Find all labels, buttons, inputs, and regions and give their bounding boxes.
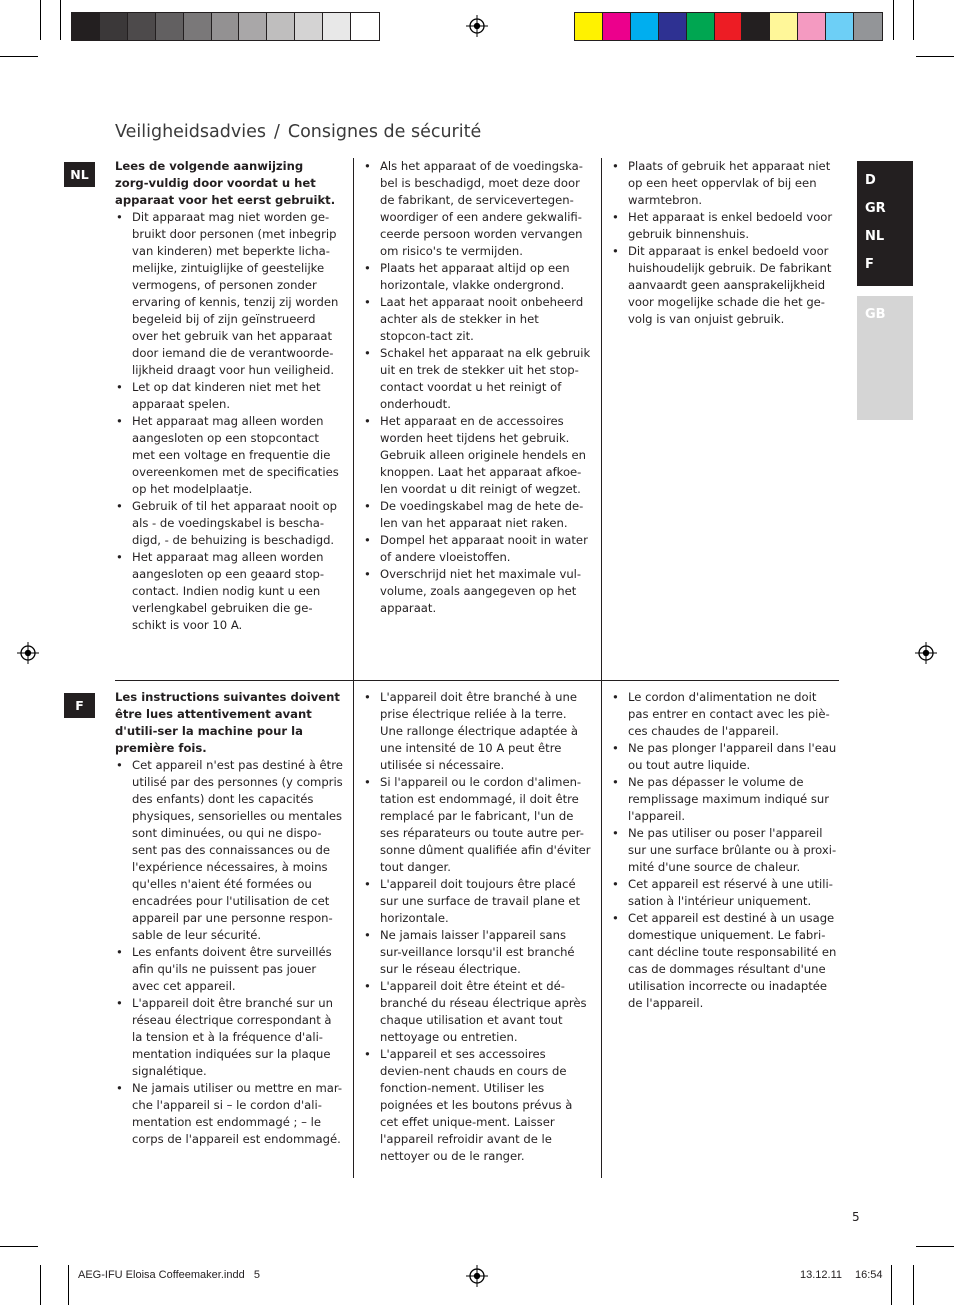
language-index-item: NL [865, 229, 885, 244]
color-swatch [212, 13, 240, 40]
column-divider [353, 158, 354, 680]
list-item: • Cet appareil n'est pas destiné à être utilisé par des personnes (y compris des enfants) dont les capacités physiques, sensorielles ou mentales sont diminuées, ou qui ne dispo-sent pas des connaissances ou de l'expérience nécessaires, à moins qu'elles n'aient été formées ou encadrées pour l'utilisation de cet appareil par une personne respon-sable de leur sécurité. [115, 757, 343, 944]
list-item: • Dit apparaat mag niet worden ge-bruikt door personen (met inbegrip van kinderen) met beperkte licha-melijke, zintuiglijke of geestelijke vermogens, of personen zonder ervaring of kennis, tenzij zij worden begeleid bij of zijn geïnstrueerd over het gebruik van het apparaat door iemand die de verantwoorde-lijkheid draagt voor hun veiligheid. [115, 209, 340, 379]
color-swatch [798, 13, 826, 40]
language-index-light [857, 296, 913, 420]
list-item: • Ne jamais utiliser ou mettre en mar-che l'appareil si – le cordon d'ali-mentation est endommagé ; – le corps de l'appareil est endommagé. [115, 1080, 343, 1148]
section-label-fr: F [64, 693, 95, 718]
crop-mark [0, 56, 38, 57]
crop-mark [60, 0, 61, 40]
fr-column-3 [611, 689, 839, 1012]
crop-mark [913, 0, 914, 40]
footer-file-name: AEG-IFU Eloisa Coffeemaker.indd 5 [78, 1269, 260, 1281]
list-item: • Dompel het apparaat nooit in water of andere vloeistoffen. [363, 532, 591, 566]
list-item: • L'appareil doit être branché à une prise électrique reliée à la terre. Une rallonge électrique adaptée à une intensité de 10 A peut être utilisée si nécessaire. [363, 689, 591, 774]
list-item: • L'appareil doit toujours être placé sur une surface de travail plane et horizontale. [363, 876, 591, 927]
color-swatch [659, 13, 687, 40]
list-item: • L'appareil doit être branché sur un réseau électrique correspondant à la tension et à la fréquence d'ali-mentation indiquées sur la plaque signalétique. [115, 995, 343, 1080]
color-swatch [826, 13, 854, 40]
list-item: • Dit apparaat is enkel bedoeld voor huishoudelijk gebruik. De fabrikant aanvaardt geen aansprakelijkheid voor mogelijke schade die het ge-volg is van onjuist gebruik. [611, 243, 839, 328]
color-swatch [631, 13, 659, 40]
nl-column-3 [611, 158, 839, 328]
list-item: • Cet appareil est réservé à une utili-sation à l'intérieur uniquement. [611, 876, 839, 910]
list-item: • Let op dat kinderen niet met het apparaat spelen. [115, 379, 340, 413]
list-item: • Ne pas plonger l'appareil dans l'eau ou tout autre liquide. [611, 740, 839, 774]
fr-list-3 [611, 689, 839, 1012]
footer-date: 13.12.11 [800, 1269, 843, 1281]
list-item: • Le cordon d'alimentation ne doit pas entrer en contact avec les piè-ces chaudes de l'appareil. [611, 689, 839, 740]
color-swatch [603, 13, 631, 40]
section-divider [115, 680, 839, 681]
crop-mark [916, 56, 954, 57]
crop-mark [893, 0, 894, 40]
list-item: • Ne pas utiliser ou poser l'appareil sur une surface brûlante ou à proxi-mité d'une source de chaleur. [611, 825, 839, 876]
grayscale-color-bar [71, 12, 380, 41]
list-item: • Als het apparaat of de voedingska-bel is beschadigd, moet deze door de fabrikant, de servicevertegen-woordiger of een andere gekwalifi-ceerde persoon worden vervangen om risico's te vermijden. [363, 158, 591, 260]
registration-mark-icon [915, 642, 937, 664]
list-item: • Plaats het apparaat altijd op een horizontale, vlakke ondergrond. [363, 260, 591, 294]
process-color-bar [574, 12, 883, 41]
column-divider [601, 158, 602, 680]
list-item: • De voedingskabel mag de hete de-len van het apparaat niet raken. [363, 498, 591, 532]
crop-mark [40, 1265, 41, 1305]
language-index-item: GB [865, 307, 886, 322]
crop-mark [40, 0, 41, 40]
fr-column-2 [363, 689, 591, 1165]
page-number: 5 [852, 1210, 860, 1224]
crop-mark [916, 1246, 954, 1247]
list-item: • Si l'appareil ou le cordon d'alimen-tation est endommagé, il doit être remplacé par le fabricant, l'un de ses réparateurs ou toute autre per-sonne dûment qualifiée afin d'éviter tout danger. [363, 774, 591, 876]
crop-mark [891, 1265, 892, 1305]
nl-list-2 [363, 158, 591, 617]
color-swatch [184, 13, 212, 40]
list-item: • Overschrijd niet het maximale vul-volume, zoals aangegeven op het apparaat. [363, 566, 591, 617]
color-swatch [323, 13, 351, 40]
list-item: • Het apparaat is enkel bedoeld voor gebruik binnenshuis. [611, 209, 839, 243]
list-item: • L'appareil et ses accessoires devien-nent chauds en cours de fonction-nement. Utiliser les poignées et les boutons prévus à cet effet unique-ment. Laisser l'appareil refroidir avant de le nettoyer ou de le ranger. [363, 1046, 591, 1165]
title-separator: / [273, 122, 280, 142]
fr-list-2 [363, 689, 591, 1165]
list-item: • Les enfants doivent être surveillés afin qu'ils ne puissent pas jouer avec cet appareil. [115, 944, 343, 995]
title-nl: Veiligheidsadvies [115, 122, 266, 142]
language-index-item: GR [865, 201, 886, 216]
nl-list-3 [611, 158, 839, 328]
fr-intro: Les instructions suivantes doivent être lues attentivement avant d'utili-ser la machine pour la première fois. [115, 690, 340, 755]
color-swatch [100, 13, 128, 40]
section-label-nl: NL [64, 162, 95, 187]
list-item: • Het apparaat mag alleen worden aangesloten op een geaard stop-contact. Indien nodig kunt u een verlengkabel gebruiken die ge-schikt is voor 10 A. [115, 549, 340, 634]
footer-time: 16:54 [855, 1269, 883, 1281]
list-item: • Ne pas dépasser le volume de remplissage maximum indiqué sur l'appareil. [611, 774, 839, 825]
list-item: • Cet appareil est destiné à un usage domestique uniquement. Le fabri-cant décline toute responsabilité en cas de dommages résultant d'une utilisation incorrecte ou inadaptée de l'appareil. [611, 910, 839, 1012]
color-swatch [575, 13, 603, 40]
crop-mark [913, 1265, 914, 1305]
nl-column-2 [363, 158, 591, 617]
list-item: • Schakel het apparaat na elk gebruik uit en trek de stekker uit het stop-contact voordat u het reinigt of onderhoudt. [363, 345, 591, 413]
color-swatch [72, 13, 100, 40]
title-fr: Consignes de sécurité [287, 122, 482, 142]
color-swatch [687, 13, 715, 40]
list-item: • Laat het apparaat nooit onbeheerd achter als de stekker in het stopcon-tact zit. [363, 294, 591, 345]
nl-intro: Lees de volgende aanwijzing zorg-vuldig door voordat u het apparaat voor het eerst gebruikt. [115, 159, 336, 207]
page-title [115, 122, 481, 142]
list-item: • Plaats of gebruik het apparaat niet op een heet oppervlak of bij een warmtebron. [611, 158, 839, 209]
column-divider [601, 680, 602, 1178]
language-index-dark [857, 161, 913, 286]
registration-mark-icon [466, 15, 488, 37]
color-swatch [295, 13, 323, 40]
color-swatch [239, 13, 267, 40]
column-divider [353, 680, 354, 1178]
list-item: • Het apparaat mag alleen worden aangesloten op een stopcontact met een voltage en frequentie die overeenkomen met de specificaties op het modelplaatje. [115, 413, 340, 498]
crop-mark [68, 1265, 69, 1305]
list-item: • L'appareil doit être éteint et dé-branché du réseau électrique après chaque utilisation et avant tout nettoyage ou entretien. [363, 978, 591, 1046]
fr-list-1 [115, 757, 343, 1148]
registration-mark-icon [17, 642, 39, 664]
color-swatch [156, 13, 184, 40]
crop-mark [0, 1246, 38, 1247]
color-swatch [128, 13, 156, 40]
list-item: • Gebruik of til het apparaat nooit op als - de voedingskabel is bescha-digd, - de behuizing is beschadigd. [115, 498, 340, 549]
color-swatch [715, 13, 743, 40]
list-item: • Ne jamais laisser l'appareil sans sur-veillance lorsqu'il est branché sur le réseau électrique. [363, 927, 591, 978]
color-swatch [742, 13, 770, 40]
nl-list-1 [115, 209, 340, 634]
color-swatch [267, 13, 295, 40]
fr-column-1 [115, 689, 343, 1148]
language-index-item: F [865, 257, 874, 272]
color-swatch [854, 13, 882, 40]
nl-column-1 [115, 158, 340, 634]
list-item: • Het apparaat en de accessoires worden heet tijdens het gebruik. Gebruik alleen originele hendels en knoppen. Laat het apparaat afkoe-len voordat u dit reinigt of wegzet. [363, 413, 591, 498]
color-swatch [770, 13, 798, 40]
registration-mark-icon [466, 1265, 488, 1287]
language-index-item: D [865, 173, 876, 188]
color-swatch [351, 13, 379, 40]
